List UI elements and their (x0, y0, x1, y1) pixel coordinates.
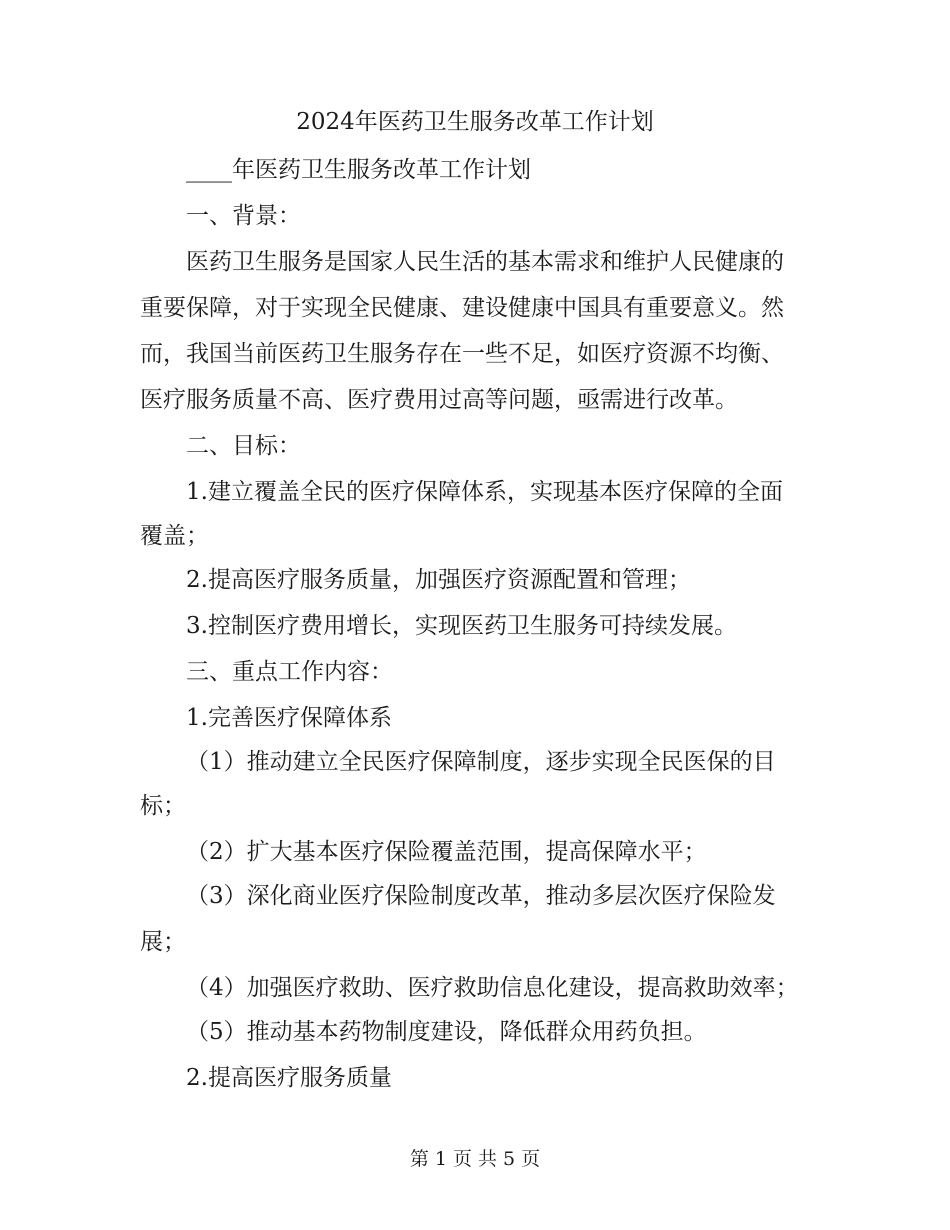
list-item-continuation: 展； (140, 929, 186, 955)
list-item: （2）扩大基本医疗保险覆盖范围，提高保障水平； (186, 839, 707, 865)
list-item: （3）深化商业医疗保险制度改革，推动多层次医疗保险发 (186, 883, 776, 909)
page-number-footer: 第 1 页 共 5 页 (409, 1148, 541, 1170)
document-title: 2024年医药卫生服务改革工作计划 (296, 109, 654, 135)
paragraph-line: 而，我国当前医药卫生服务存在一些不足，如医疗资源不均衡、 (140, 341, 784, 367)
paragraph-line: 医疗服务质量不高、医疗费用过高等问题，亟需进行改革。 (140, 387, 738, 413)
list-item: （5）推动基本药物制度建设，降低群众用药负担。 (186, 1019, 707, 1045)
paragraph-line: 重要保障，对于实现全民健康、建设健康中国具有重要意义。然 (140, 295, 784, 321)
list-item: 3.控制医疗费用增长，实现医药卫生服务可持续发展。 (186, 613, 737, 639)
list-item: 2.提高医疗服务质量，加强医疗资源配置和管理； (186, 567, 691, 593)
list-item-continuation: 覆盖； (140, 523, 209, 549)
subsection-heading: 2.提高医疗服务质量 (186, 1065, 392, 1091)
list-item: （1）推动建立全民医疗保障制度，逐步实现全民医保的目 (186, 749, 776, 775)
subtitle-line: ____年医药卫生服务改革工作计划 (186, 157, 531, 183)
list-item-continuation: 标； (140, 793, 186, 819)
subsection-heading: 1.完善医疗保障体系 (186, 705, 392, 731)
section-heading-goals: 二、目标： (186, 433, 301, 459)
paragraph-line: 医药卫生服务是国家人民生活的基本需求和维护人民健康的 (186, 249, 784, 275)
list-item: 1.建立覆盖全民的医疗保障体系，实现基本医疗保障的全面 (186, 479, 783, 505)
section-heading-key-work: 三、重点工作内容： (186, 659, 393, 685)
list-item: （4）加强医疗救助、医疗救助信息化建设，提高救助效率； (186, 975, 799, 1001)
section-heading-background: 一、背景： (186, 203, 301, 229)
